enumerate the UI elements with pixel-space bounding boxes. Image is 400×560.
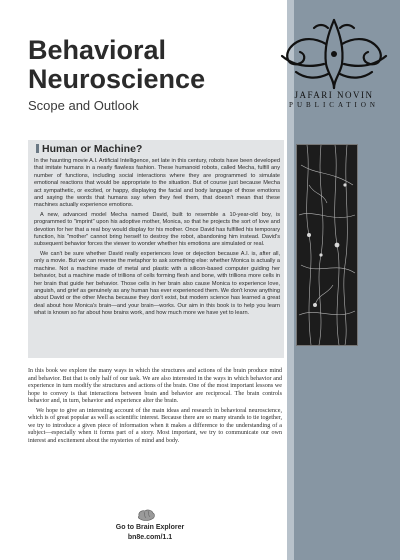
- brain-icon: [136, 509, 156, 521]
- main-paragraph-1: In this book we explore the many ways in which the structures and actions of the brain produce mind and behavior. But that is only half of our task. We are also interested in the ways in which behavior and experience in turn modify the structures and actions of the brain. One of the most important lessons we hope to convey is that interactions between brain and behavior are reciprocal. The brain controls behavior and, in turn, behavior and experience alter the brain.: [28, 368, 282, 404]
- feature-box-paragraph-2: A new, advanced model Mecha named David, built to resemble a 10-year-old boy, is programmed to "imprint" upon his adoptive mother, Monica, so that he projects the sort of love and devotion for her that a real boy would display for his mother. Once David has fulfilled his temporary function, his "mother" cannot bring herself to destroy the robot, abandoning him instead. David's subsequent behavior forces the viewer to wonder whether his emotions are simulated or real.: [34, 211, 280, 248]
- feature-box-body: [34, 158, 280, 320]
- feature-box-paragraph-3: We can't be sure whether David really experiences love or dejection because A.I. is, after all, only a movie. But we can reverse the metaphor to ask something else: whether Monica is actually a machine. Not a machine made of metal and plastic with a silicon-based computer guiding her behavior, but a machine made of trillions of cells forming flesh and bone, with trillions more cells in her brain that guide her behavior. Those cells in her brain also cause Monica to experience love, anguish, and grief as genuinely as any human has ever experienced them. We don't know anything about David or the other Mecha because they don't exist, but modern science has learned a great deal about how Monica's brain—and your brain—works. Our aim in this book is to help you learn what is known so far about how brains work, and how much more we have yet to learn.: [34, 250, 280, 317]
- book-title-line-1: Behavioral: [28, 35, 167, 65]
- neuron-micrograph-figure: [296, 144, 358, 346]
- publisher-name: JAFARI NOVIN: [294, 90, 374, 100]
- brain-explorer-link[interactable]: Go to Brain Explorer: [115, 524, 185, 531]
- publisher-ornament-icon: [268, 14, 400, 90]
- publisher-subtitle: PUBLICATION: [289, 101, 379, 109]
- neuron-micrograph-image: [297, 145, 357, 345]
- feature-box-heading-text: Human or Machine?: [42, 143, 143, 155]
- feature-box-paragraph-1: In the haunting movie A.I. Artificial Intelligence, set late in this century, robots have been developed that imitate humans in a nearly flawless fashion. These humanoid robots, called Mecha, fulfill any number of functions, including social interactions where they are programmed to simulate emotional reactions that would be appropriate to the situation. But of course just because Mecha act sympathetic, or excited, or happy, displaying the facial and body language of those emotions and saying the words that humans say when they feel them, that doesn't mean that these machines actually experience emotions.: [34, 158, 280, 209]
- feature-box-heading: [36, 143, 276, 155]
- brain-explorer-icon[interactable]: [136, 508, 156, 520]
- brain-explorer-url[interactable]: bn8e.com/1.1: [127, 534, 173, 541]
- main-body-text: [28, 368, 282, 447]
- book-title-line-2: Neuroscience: [28, 64, 206, 94]
- main-paragraph-2: We hope to give an interesting account of the main ideas and research in behavioral neuroscience, which is of great popular as well as scientific interest. Because there are so many strands to tie together, we try to introduce a given piece of information when it makes a difference to the understanding of a subject—especially when it forms part of a story. Most important, we try to communicate our own interest and excitement about the mysteries of mind and body.: [28, 407, 282, 444]
- book-title: [28, 36, 288, 94]
- heading-marker-icon: [36, 144, 39, 153]
- book-subtitle: Scope and Outlook: [28, 98, 139, 113]
